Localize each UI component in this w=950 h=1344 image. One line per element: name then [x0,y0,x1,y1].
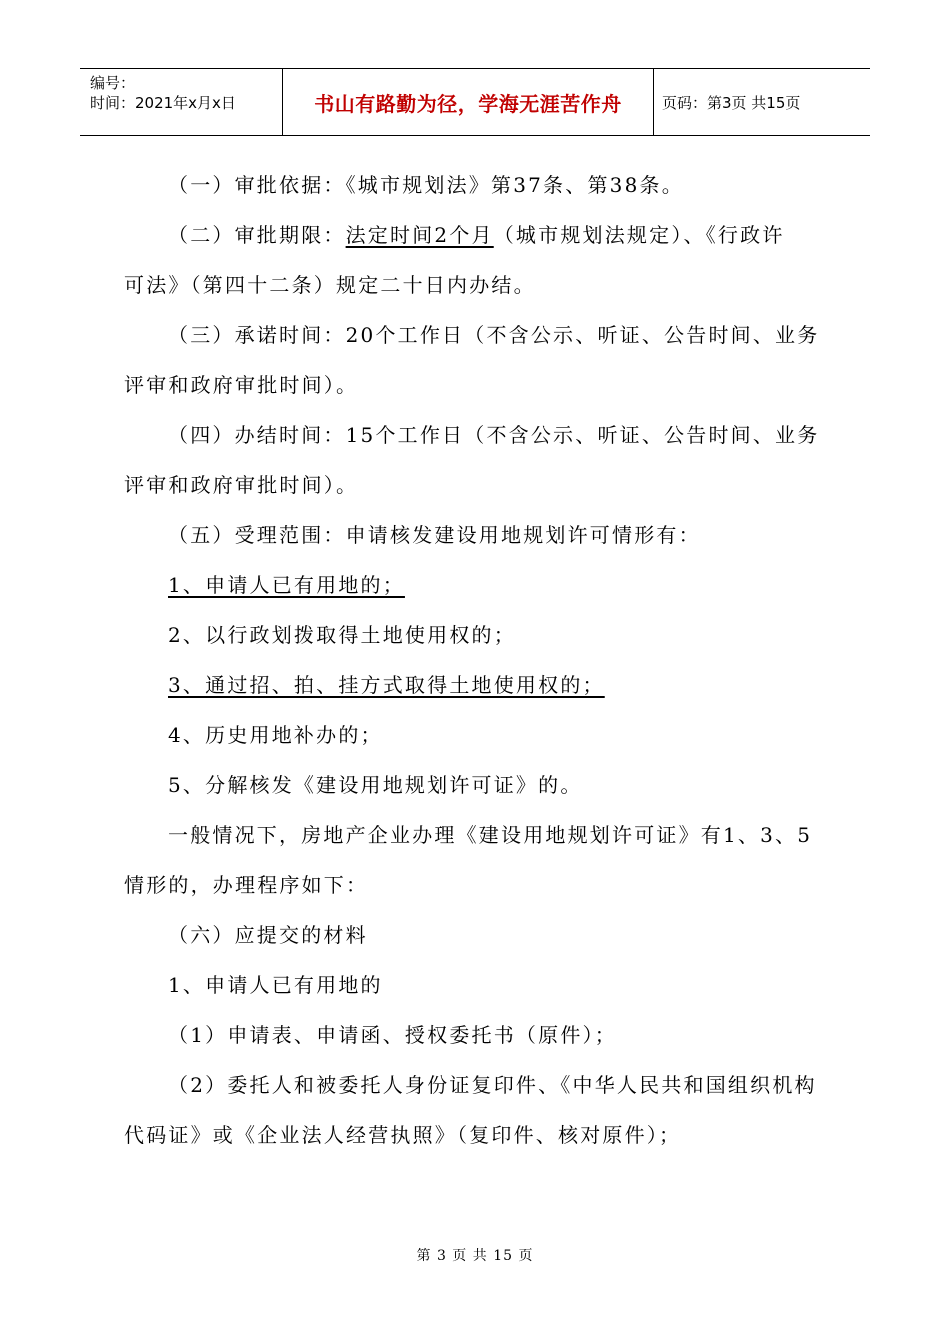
paragraph-completion-time: （四）办结时间：15个工作日（不含公示、听证、公告时间、业务 [168,423,820,447]
materials-item-1: 1、申请人已有用地的 [168,973,383,997]
paragraph-materials-heading: （六）应提交的材料 [168,923,368,947]
document-body [124,160,828,1160]
approval-period-prefix: （二）审批期限： [168,223,346,247]
materials-sub-item-2: （2）委托人和被委托人身份证复印件、《中华人民共和国组织机构 [168,1073,817,1097]
paragraph-approval-period-cont: 可法》（第四十二条）规定二十日内办结。 [124,273,536,297]
paragraph-scope: （五）受理范围：申请核发建设用地规划许可情形有： [168,523,701,547]
paragraph-approval-basis: （一）审批依据：《城市规划法》第37条、第38条。 [168,173,684,197]
paragraph-approval-period [124,210,828,260]
header-motto: 书山有路勤为径，学海无涯苦作舟 [283,69,654,135]
paragraph-completion-time-cont: 评审和政府审批时间）。 [124,473,359,497]
paragraph-general-case-cont: 情形的，办理程序如下： [124,873,369,897]
header-meta [80,69,283,135]
list-item-5: 5、分解核发《建设用地规划许可证》的。 [168,773,583,797]
materials-sub-item-1: （1）申请表、申请函、授权委托书（原件）； [168,1023,617,1047]
page-footer: 第 3 页 共 15 页 [416,1248,534,1264]
paragraph-promised-time-cont: 评审和政府审批时间）。 [124,373,359,397]
list-item-3 [124,660,828,710]
number-label: 编号： [90,74,136,92]
approval-period-underlined: 法定时间2个月 [345,223,494,247]
list-item-4: 4、历史用地补办的； [168,723,383,747]
paragraph-general-case: 一般情况下，房地产企业办理《建设用地规划许可证》有1、3、5 [168,823,813,847]
list-item-1-text: 1、申请人已有用地的； [168,573,405,597]
list-item-3-text: 3、通过招、拍、挂方式取得土地使用权的； [168,673,605,697]
time-label: 时间：2021年x月x日 [90,94,236,112]
list-item-1 [124,560,828,610]
materials-sub-item-2-cont: 代码证》或《企业法人经营执照》（复印件、核对原件）； [124,1123,682,1147]
document-header [80,68,870,136]
header-page-label: 页码：第3页 共15页 [662,93,801,112]
approval-period-suffix: （城市规划法规定）、《行政许 [493,223,785,247]
paragraph-promised-time: （三）承诺时间：20个工作日（不含公示、听证、公告时间、业务 [168,323,820,347]
list-item-2: 2、以行政划拨取得土地使用权的； [168,623,516,647]
